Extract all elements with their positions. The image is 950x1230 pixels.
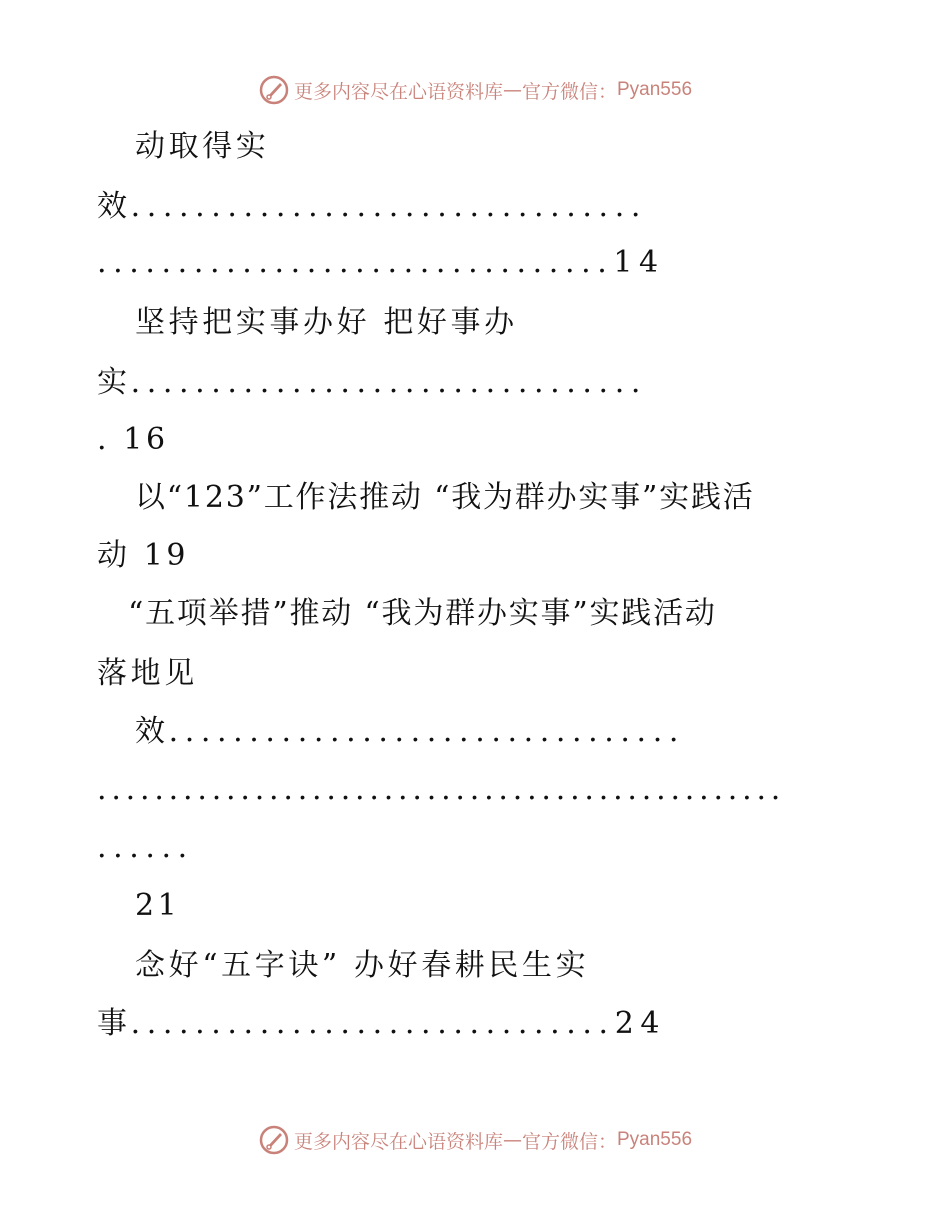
toc-line-15: 念好“五字诀” 办好春耕民生实	[135, 948, 590, 983]
toc-dots: ................................	[130, 189, 647, 224]
pen-nib-circle-icon	[258, 1124, 290, 1156]
toc-line-5	[97, 363, 647, 403]
toc-line-3: ................................14	[97, 245, 665, 280]
watermark-text: 更多内容尽在心语资料库	[293, 80, 503, 103]
toc-line-6: . 16	[97, 422, 169, 457]
toc-line-8: 动 19	[97, 538, 190, 573]
toc-line-1: 动取得实	[135, 129, 270, 164]
toc-line-14: 21	[135, 888, 181, 923]
toc-line-10: 落地见	[97, 656, 198, 691]
toc-entry-text: 实	[97, 365, 131, 400]
toc-line-4: 坚持把实事办好 把好事办	[135, 305, 518, 340]
toc-line-11	[135, 712, 685, 752]
toc-line-7: 以“123”工作法推动 “我为群办实事”实践活	[135, 480, 755, 515]
toc-dots: ................................	[168, 714, 685, 749]
pen-nib-circle-icon	[258, 74, 290, 106]
watermark-dash: —	[502, 79, 522, 101]
watermark-text: 更多内容尽在心语资料库	[293, 1130, 503, 1153]
toc-dots: ................................	[130, 365, 647, 400]
toc-line-16	[97, 1004, 666, 1044]
header-watermark	[0, 70, 950, 110]
watermark-dash: —	[502, 1129, 522, 1151]
toc-entry-text: 效	[97, 189, 131, 224]
toc-entry-text: 事	[97, 1006, 131, 1041]
toc-dots: ..............................24	[130, 1006, 667, 1041]
watermark-suffix: 官方微信：	[521, 1130, 617, 1153]
watermark-account: Pyan556	[617, 79, 693, 100]
watermark-suffix: 官方微信：	[521, 80, 617, 103]
toc-line-13: ......	[97, 830, 194, 865]
toc-line-12: ................................................	[97, 772, 786, 807]
watermark-account: Pyan556	[617, 1129, 693, 1150]
footer-watermark	[0, 1120, 950, 1160]
toc-entry-text: 效	[135, 714, 169, 749]
toc-line-9: “五项举措”推动 “我为群办实事”实践活动	[128, 596, 717, 631]
toc-line-2	[97, 187, 647, 227]
